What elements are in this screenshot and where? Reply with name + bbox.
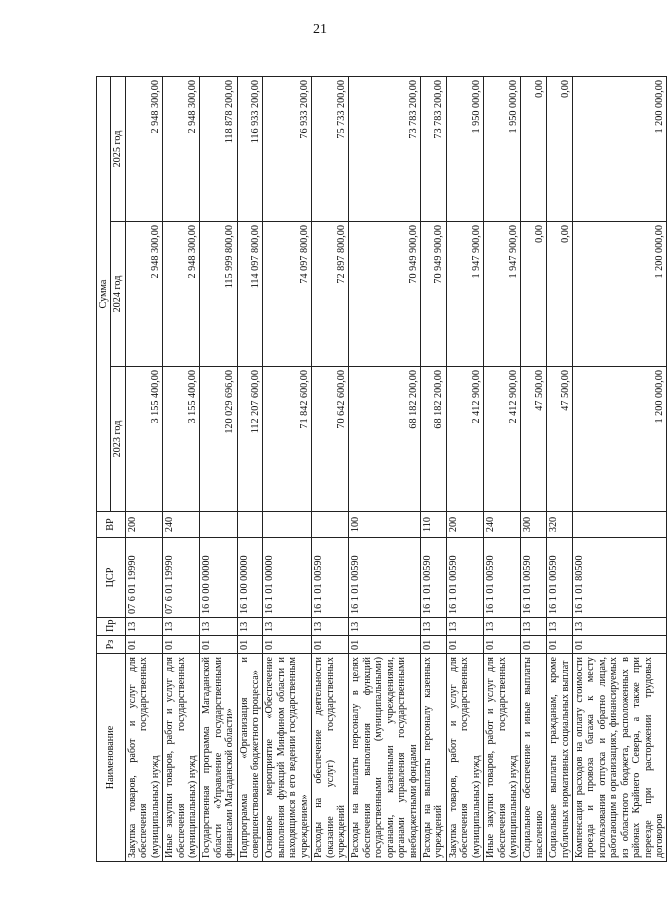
row-rz: 01 — [237, 636, 263, 654]
header-sum: Сумма — [97, 77, 111, 512]
row-2025: 73 783 200,00 — [420, 77, 446, 222]
row-2025: 118 878 200,00 — [200, 77, 237, 222]
row-2024: 114 097 800,00 — [237, 222, 263, 367]
row-2024: 70 949 900,00 — [420, 222, 446, 367]
row-2025: 75 733 200,00 — [312, 77, 349, 222]
row-2024: 0,00 — [521, 222, 547, 367]
row-csr: 16 1 01 00000 — [263, 538, 312, 618]
row-rz: 01 — [521, 636, 547, 654]
row-pr: 13 — [547, 618, 573, 636]
row-csr: 16 1 01 00590 — [484, 538, 521, 618]
row-name: Расходы на выплаты персоналу в целях обеспечения выполнения функций государственными (муниципальными) органами, казенными учреждениями, органами управления государственными внебюджетными фондами — [349, 654, 421, 862]
row-vr — [200, 512, 237, 538]
header-row-1 — [97, 77, 111, 862]
row-2023: 70 642 600,00 — [312, 367, 349, 512]
row-2023: 71 842 600,00 — [263, 367, 312, 512]
table-row — [547, 77, 573, 862]
row-rz: 01 — [446, 636, 483, 654]
row-name: Компенсация расходов на оплату стоимости проезда и провоза багажа к месту использования отпуска и обратно лицам, работающим в организациях, финансируемых из областного бюджета, расположенных в районах Крайнего Севера, а также при переезде при расторжении трудовых договоров — [573, 654, 667, 862]
row-name: Расходы на выплаты персоналу казенных учреждений — [420, 654, 446, 862]
row-vr — [237, 512, 263, 538]
row-vr — [263, 512, 312, 538]
row-2025: 0,00 — [547, 77, 573, 222]
row-2025: 1 200 000,00 — [573, 77, 667, 222]
row-2023: 47 500,00 — [547, 367, 573, 512]
table-row — [163, 77, 200, 862]
row-2024: 72 897 800,00 — [312, 222, 349, 367]
row-pr: 13 — [573, 618, 667, 636]
row-pr: 13 — [521, 618, 547, 636]
row-name: Социальное обеспечение и иные выплаты населению — [521, 654, 547, 862]
row-2025: 76 933 200,00 — [263, 77, 312, 222]
row-rz: 01 — [349, 636, 421, 654]
row-pr: 13 — [446, 618, 483, 636]
row-rz: 01 — [125, 636, 162, 654]
row-2024: 115 999 800,00 — [200, 222, 237, 367]
row-2023: 2 412 900,00 — [484, 367, 521, 512]
row-2023: 47 500,00 — [521, 367, 547, 512]
row-2024: 1 947 900,00 — [446, 222, 483, 367]
row-vr: 300 — [521, 512, 547, 538]
row-2023: 112 207 600,00 — [237, 367, 263, 512]
row-rz: 01 — [163, 636, 200, 654]
row-pr: 13 — [312, 618, 349, 636]
row-2024: 74 097 800,00 — [263, 222, 312, 367]
row-2023: 68 182 200,00 — [420, 367, 446, 512]
budget-table — [96, 76, 667, 862]
table-row — [484, 77, 521, 862]
row-vr: 110 — [420, 512, 446, 538]
table-row — [200, 77, 237, 862]
header-2023: 2023 год — [111, 367, 125, 512]
row-2025: 2 948 300,00 — [163, 77, 200, 222]
row-2025: 1 950 000,00 — [446, 77, 483, 222]
row-rz: 01 — [200, 636, 237, 654]
row-csr: 16 1 01 00590 — [446, 538, 483, 618]
row-rz: 01 — [263, 636, 312, 654]
table-row — [312, 77, 349, 862]
header-2024: 2024 год — [111, 222, 125, 367]
row-2025: 1 950 000,00 — [484, 77, 521, 222]
row-vr — [573, 512, 667, 538]
row-name: Закупка товаров, работ и услуг для обеспечения государственных (муниципальных) нужд — [446, 654, 483, 862]
row-2024: 70 949 900,00 — [349, 222, 421, 367]
row-2025: 0,00 — [521, 77, 547, 222]
row-csr: 16 1 01 80500 — [573, 538, 667, 618]
table-row — [125, 77, 162, 862]
row-vr: 320 — [547, 512, 573, 538]
row-csr: 16 1 00 00000 — [237, 538, 263, 618]
row-rz: 01 — [312, 636, 349, 654]
row-2023: 2 412 900,00 — [446, 367, 483, 512]
row-name: Государственная программа Магаданской области «Управление государственными финансами Магаданской области» — [200, 654, 237, 862]
row-2023: 3 155 400,00 — [163, 367, 200, 512]
row-rz: 01 — [420, 636, 446, 654]
row-csr: 16 1 01 00590 — [312, 538, 349, 618]
row-pr: 13 — [125, 618, 162, 636]
table-row — [521, 77, 547, 862]
row-pr: 13 — [200, 618, 237, 636]
row-2024: 2 948 300,00 — [163, 222, 200, 367]
row-name: Подпрограмма «Организация и совершенствование бюджетного процесса» — [237, 654, 263, 862]
row-pr: 13 — [263, 618, 312, 636]
row-csr: 07 6 01 19990 — [163, 538, 200, 618]
row-2023: 68 182 200,00 — [349, 367, 421, 512]
table-row — [237, 77, 263, 862]
row-2024: 1 200 000,00 — [573, 222, 667, 367]
table-row — [263, 77, 312, 862]
header-rz: Рз — [97, 636, 126, 654]
row-name: Социальные выплаты гражданам, кроме публичных нормативных социальных выплат — [547, 654, 573, 862]
page-number: 21 — [313, 22, 327, 37]
header-pr: Пр — [97, 618, 126, 636]
row-2024: 0,00 — [547, 222, 573, 367]
row-2023: 120 029 696,00 — [200, 367, 237, 512]
header-csr: ЦСР — [97, 538, 126, 618]
row-pr: 13 — [163, 618, 200, 636]
row-name: Закупка товаров, работ и услуг для обеспечения государственных (муниципальных) нужд — [125, 654, 162, 862]
row-csr: 16 0 00 00000 — [200, 538, 237, 618]
row-rz: 01 — [547, 636, 573, 654]
row-vr: 240 — [484, 512, 521, 538]
row-2025: 116 933 200,00 — [237, 77, 263, 222]
row-vr: 200 — [446, 512, 483, 538]
rotated-table-container — [96, 77, 665, 862]
row-pr: 13 — [484, 618, 521, 636]
row-vr: 200 — [125, 512, 162, 538]
row-pr: 13 — [349, 618, 421, 636]
row-csr: 16 1 01 00590 — [521, 538, 547, 618]
header-2025: 2025 год — [111, 77, 125, 222]
row-2024: 1 947 900,00 — [484, 222, 521, 367]
header-name: Наименование — [97, 654, 126, 862]
row-vr: 240 — [163, 512, 200, 538]
row-2025: 73 783 200,00 — [349, 77, 421, 222]
row-2023: 3 155 400,00 — [125, 367, 162, 512]
row-csr: 16 1 01 00590 — [349, 538, 421, 618]
row-rz: 01 — [484, 636, 521, 654]
row-name: Основное мероприятие «Обеспечение выполнения функций Минфином области и находящимся в его ведении государственным учреждением» — [263, 654, 312, 862]
header-vr: ВР — [97, 512, 126, 538]
table-row — [420, 77, 446, 862]
row-vr — [312, 512, 349, 538]
row-2024: 2 948 300,00 — [125, 222, 162, 367]
row-rz: 01 — [573, 636, 667, 654]
table-row — [573, 77, 667, 862]
table-body — [125, 77, 667, 862]
row-csr: 16 1 01 00590 — [547, 538, 573, 618]
table-row — [446, 77, 483, 862]
row-csr: 07 6 01 19990 — [125, 538, 162, 618]
row-name: Иные закупки товаров, работ и услуг для обеспечения государственных (муниципальных) нужд — [484, 654, 521, 862]
row-vr: 100 — [349, 512, 421, 538]
row-pr: 13 — [420, 618, 446, 636]
row-csr: 16 1 01 00590 — [420, 538, 446, 618]
row-name: Иные закупки товаров, работ и услуг для обеспечения государственных (муниципальных) нужд — [163, 654, 200, 862]
row-2025: 2 948 300,00 — [125, 77, 162, 222]
row-pr: 13 — [237, 618, 263, 636]
row-2023: 1 200 000,00 — [573, 367, 667, 512]
row-name: Расходы на обеспечение деятельности (оказание услуг) государственных учреждений — [312, 654, 349, 862]
table-row — [349, 77, 421, 862]
